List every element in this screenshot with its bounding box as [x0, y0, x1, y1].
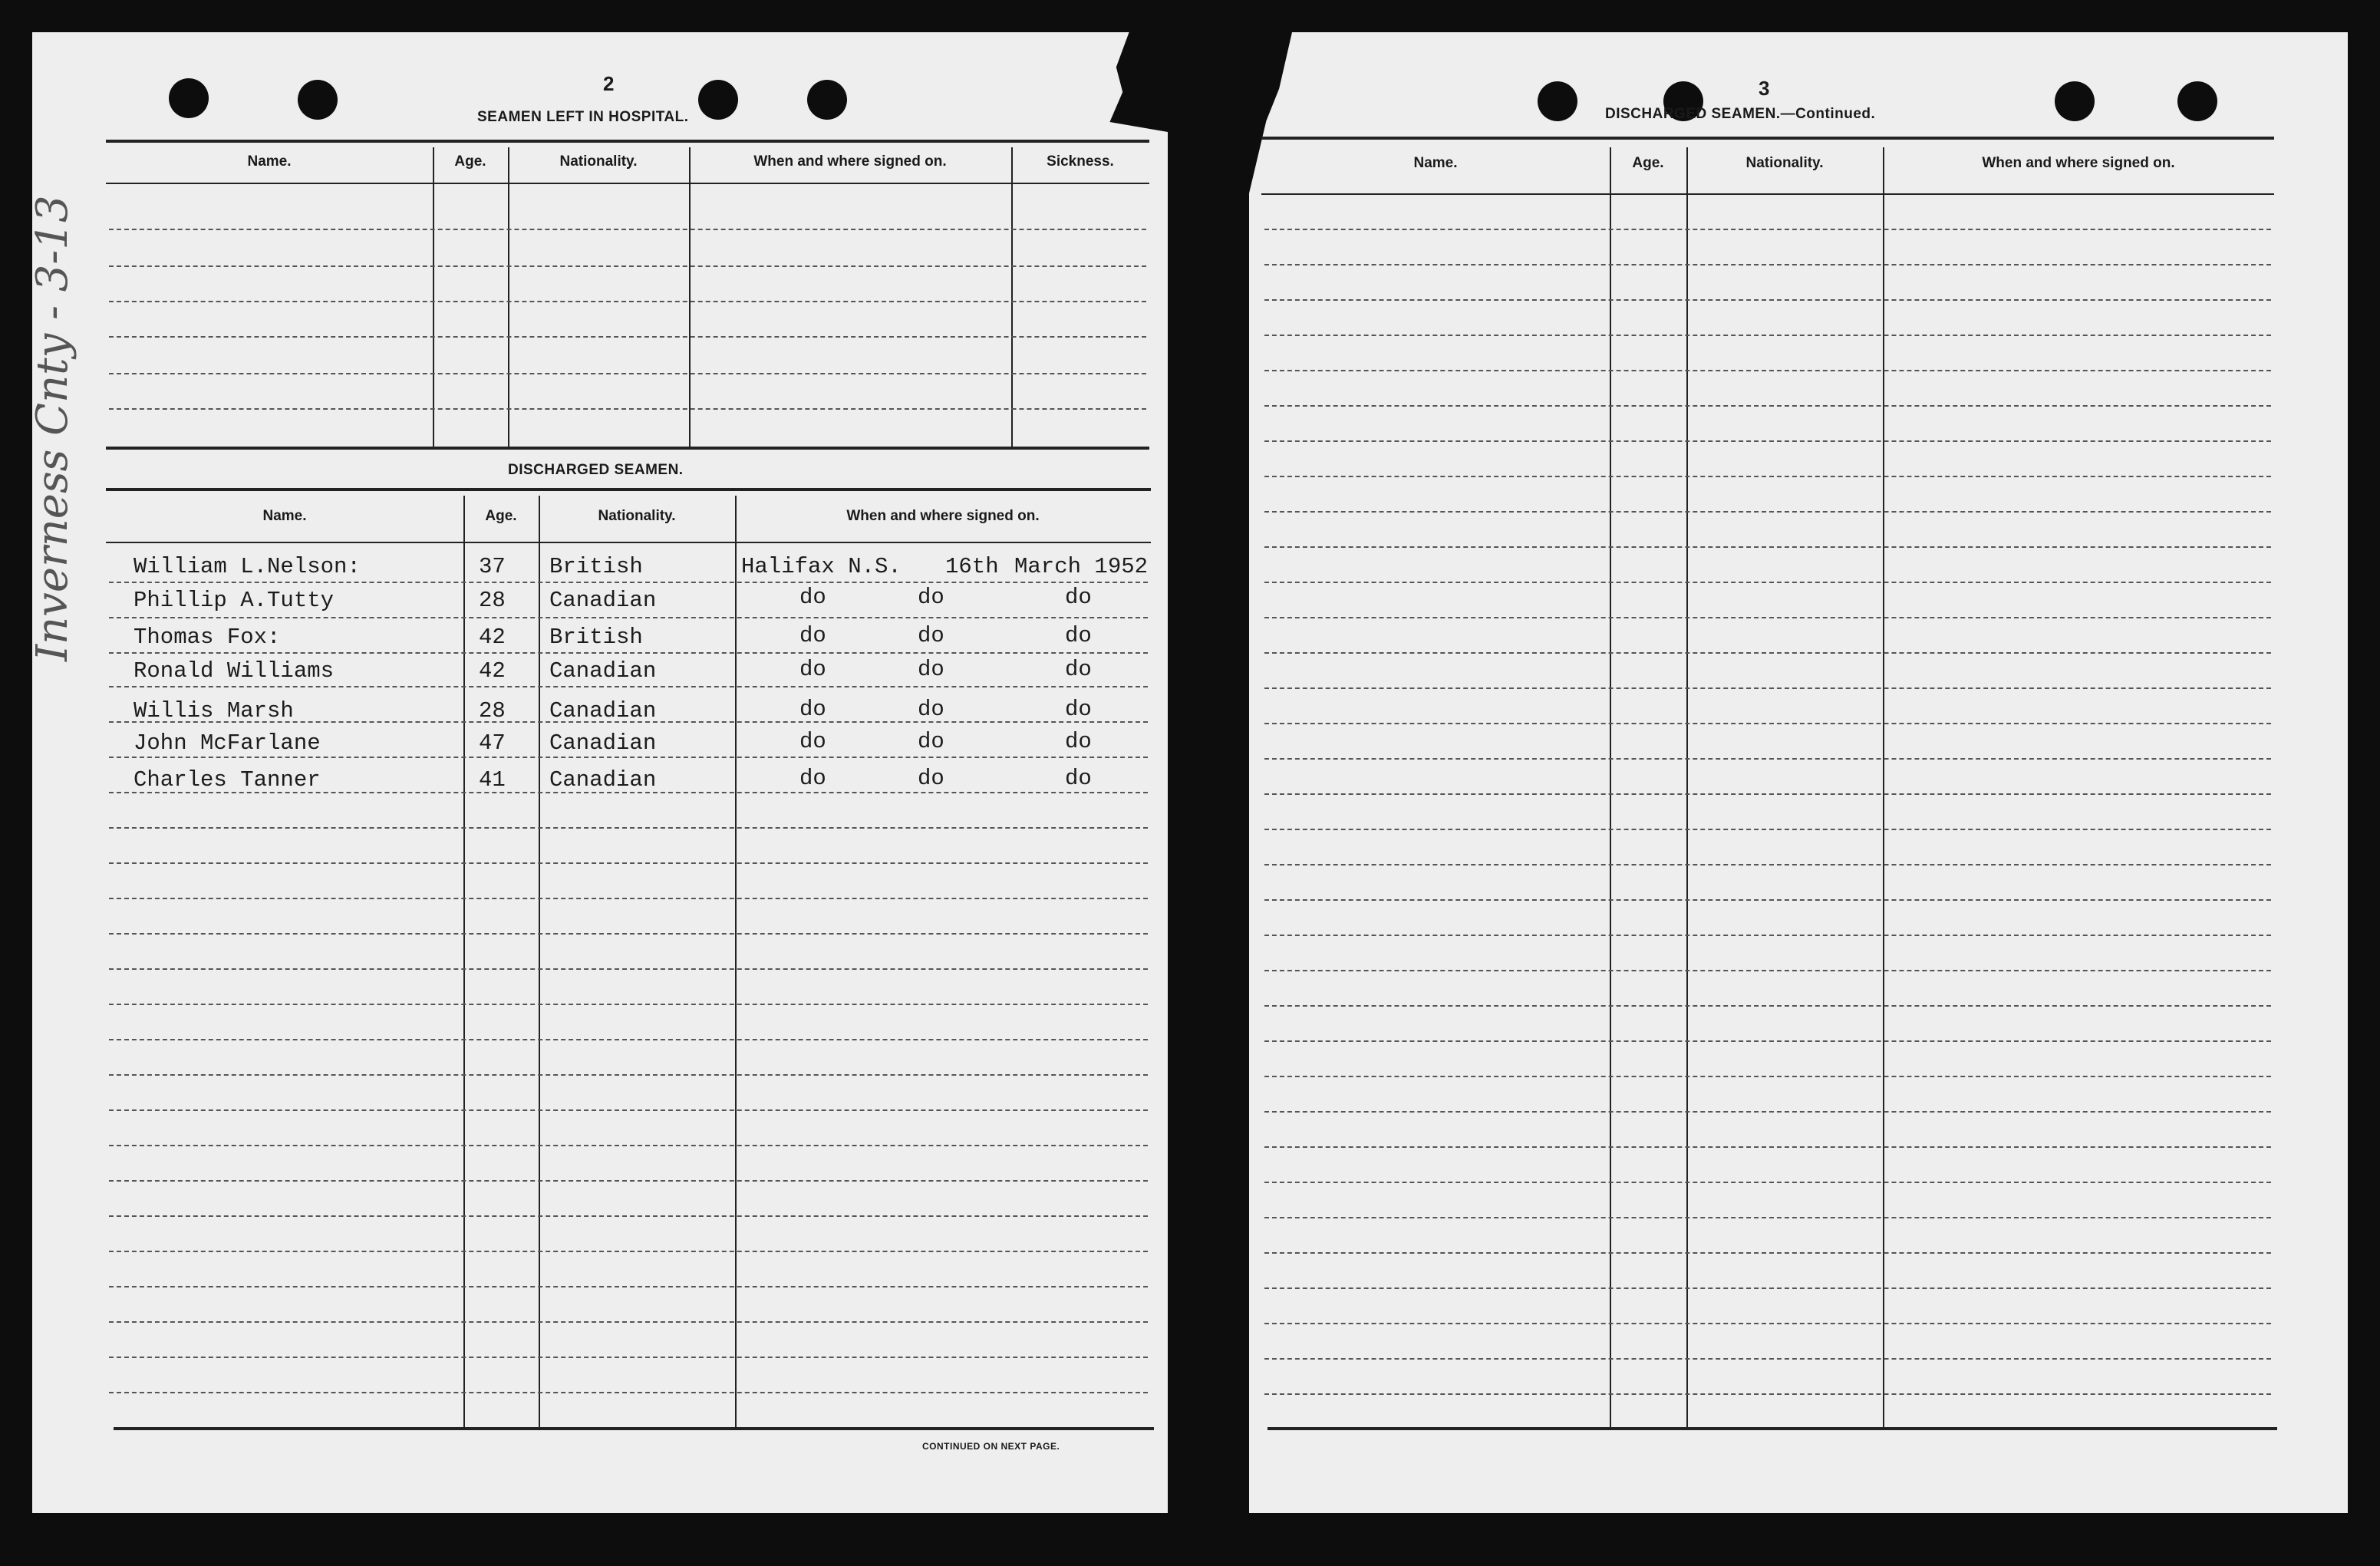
entry-line: [1264, 1217, 2271, 1218]
entry-line: [1264, 1323, 2271, 1324]
entry-line: [109, 617, 1148, 618]
signed-on-place: do: [799, 657, 826, 682]
signed-on-day: 16th: [945, 554, 999, 579]
signed-on-place: do: [799, 623, 826, 648]
seaman-age: 42: [479, 625, 506, 650]
seaman-name: Phillip A.Tutty: [134, 588, 335, 613]
seaman-age: 41: [479, 767, 506, 793]
signed-on-day: do: [918, 585, 944, 610]
entry-line: [1264, 335, 2271, 336]
seaman-age: 28: [479, 588, 506, 613]
signed-on-month-year: do: [1065, 623, 1092, 648]
discharged-top-rule: [106, 488, 1151, 491]
seaman-name: Ronald Williams: [134, 658, 335, 684]
seaman-age: 42: [479, 658, 506, 684]
entry-line: [1264, 935, 2271, 936]
discharged-col-nationality: Nationality.: [598, 508, 676, 524]
hospital-divider: [508, 147, 509, 450]
entry-line: [1264, 1393, 2271, 1395]
entry-line: [109, 582, 1148, 583]
hospital-divider: [433, 147, 434, 450]
entry-line: [1264, 1076, 2271, 1077]
signed-on-place: do: [799, 766, 826, 791]
hospital-bottom-rule: [106, 447, 1149, 450]
entry-line: [1264, 829, 2271, 830]
entry-line: [1264, 299, 2271, 301]
signed-on-place: do: [799, 729, 826, 754]
entry-line: [1264, 405, 2271, 407]
signed-on-place: do: [799, 585, 826, 610]
hospital-col-sickness: Sickness.: [1047, 153, 1114, 170]
entry-line: [109, 1180, 1148, 1182]
entry-line: [1264, 511, 2271, 513]
entry-line: [109, 827, 1148, 829]
table-top-rule: [1261, 137, 2274, 140]
entry-line: [109, 1039, 1148, 1040]
discharged-header-rule: [106, 542, 1151, 543]
entry-line: [1264, 899, 2271, 901]
left-page: [28, 32, 1168, 1513]
entry-line: [1264, 1040, 2271, 1042]
discharged-col-name: Name.: [262, 508, 307, 524]
table-divider: [1686, 147, 1688, 1427]
signed-on-day: do: [918, 623, 944, 648]
seaman-nationality: Canadian: [549, 698, 657, 724]
entry-line: [109, 757, 1148, 758]
entry-line: [109, 301, 1146, 302]
signed-on-day: do: [918, 657, 944, 682]
seaman-nationality: Canadian: [549, 588, 657, 613]
hospital-top-rule: [106, 140, 1149, 143]
signed-on-month-year: do: [1065, 697, 1092, 722]
entry-line: [109, 898, 1148, 899]
entry-line: [1264, 1111, 2271, 1113]
table-divider: [1883, 147, 1884, 1427]
entry-line: [1264, 546, 2271, 548]
page-number: 3: [1759, 77, 1770, 100]
signed-on-place: Halifax N.S.: [741, 554, 902, 579]
table-divider: [1610, 147, 1611, 1427]
seaman-age: 47: [479, 730, 506, 756]
entry-line: [1264, 1182, 2271, 1183]
entry-line: [1264, 370, 2271, 371]
discharged-col-signed-on: When and where signed on.: [846, 508, 1040, 524]
entry-line: [1264, 1005, 2271, 1007]
hospital-col-nationality: Nationality.: [559, 153, 638, 170]
seaman-nationality: Canadian: [549, 730, 657, 756]
entry-line: [109, 1004, 1148, 1005]
signed-on-month-year: do: [1065, 729, 1092, 754]
signed-on-month-year: do: [1065, 657, 1092, 682]
signed-on-day: do: [918, 729, 944, 754]
hospital-divider: [689, 147, 691, 450]
entry-line: [109, 1321, 1148, 1323]
entry-line: [109, 1357, 1148, 1358]
entry-line: [1264, 970, 2271, 971]
seaman-nationality: British: [549, 554, 643, 579]
discharged-divider: [735, 496, 737, 1430]
entry-line: [1264, 264, 2271, 265]
entry-line: [109, 968, 1148, 970]
hospital-col-signed-on: When and where signed on.: [753, 153, 947, 170]
entry-line: [109, 652, 1148, 654]
right-page: [1249, 32, 2348, 1513]
discharged-col-age: Age.: [485, 508, 517, 524]
page-number: 2: [603, 72, 615, 95]
entry-line: [1264, 476, 2271, 477]
entry-line: [109, 408, 1146, 410]
signed-on-day: do: [918, 697, 944, 722]
entry-line: [109, 862, 1148, 864]
entry-line: [109, 265, 1146, 267]
entry-line: [109, 1215, 1148, 1217]
entry-line: [1264, 864, 2271, 865]
punch-hole: [807, 80, 847, 120]
punch-hole: [1538, 81, 1577, 121]
entry-line: [1264, 758, 2271, 760]
seaman-nationality: Canadian: [549, 658, 657, 684]
entry-line: [109, 1251, 1148, 1252]
entry-line: [109, 1286, 1148, 1287]
col-signed-on: When and where signed on.: [1982, 155, 2175, 171]
table-bottom-rule: [1267, 1427, 2277, 1430]
signed-on-month-year: do: [1065, 766, 1092, 791]
entry-line: [109, 373, 1146, 374]
margin-handwriting: Inverness Cnty - 3-13: [28, 195, 77, 661]
seaman-name: Charles Tanner: [134, 767, 321, 793]
punch-hole: [298, 80, 338, 120]
entry-line: [1264, 1252, 2271, 1254]
discharged-bottom-rule: [114, 1427, 1154, 1430]
discharged-divider: [463, 496, 465, 1430]
entry-line: [1264, 1287, 2271, 1289]
entry-line: [1264, 1358, 2271, 1360]
punch-hole: [2055, 81, 2095, 121]
col-age: Age.: [1632, 155, 1664, 171]
entry-line: [1264, 1146, 2271, 1148]
entry-line: [1264, 723, 2271, 724]
punch-hole: [698, 80, 738, 120]
entry-line: [1264, 229, 2271, 230]
punch-hole: [2177, 81, 2217, 121]
seaman-name: Willis Marsh: [134, 698, 294, 724]
entry-line: [1264, 440, 2271, 442]
entry-line: [109, 1145, 1148, 1146]
entry-line: [1264, 617, 2271, 618]
signed-on-month-year: March 1952: [1014, 554, 1149, 579]
entry-line: [109, 933, 1148, 935]
signed-on-day: do: [918, 766, 944, 791]
hospital-heading: SEAMEN LEFT IN HOSPITAL.: [477, 109, 689, 125]
entry-line: [1264, 582, 2271, 583]
table-header-rule: [1261, 193, 2274, 195]
hospital-divider: [1011, 147, 1013, 450]
entry-line: [109, 686, 1148, 687]
seaman-name: William L.Nelson:: [134, 554, 361, 579]
entry-line: [109, 1074, 1148, 1076]
entry-line: [1264, 652, 2271, 654]
punch-hole: [169, 78, 209, 118]
seaman-age: 28: [479, 698, 506, 724]
seaman-name: Thomas Fox:: [134, 625, 281, 650]
discharged-heading: DISCHARGED SEAMEN.: [508, 462, 684, 478]
seaman-nationality: British: [549, 625, 643, 650]
entry-line: [109, 336, 1146, 338]
entry-line: [1264, 793, 2271, 795]
entry-line: [109, 229, 1146, 230]
col-name: Name.: [1413, 155, 1458, 171]
hospital-col-age: Age.: [454, 153, 486, 170]
hospital-header-rule: [106, 183, 1149, 184]
discharged-continued-heading: DISCHARGED SEAMEN.—Continued.: [1605, 106, 1876, 122]
seaman-name: John McFarlane: [134, 730, 321, 756]
entry-line: [1264, 687, 2271, 689]
col-nationality: Nationality.: [1745, 155, 1824, 171]
seaman-age: 37: [479, 554, 506, 579]
entry-line: [109, 1392, 1148, 1393]
entry-line: [109, 1109, 1148, 1111]
hospital-col-name: Name.: [247, 153, 292, 170]
signed-on-place: do: [799, 697, 826, 722]
signed-on-month-year: do: [1065, 585, 1092, 610]
continued-footer: CONTINUED ON NEXT PAGE.: [922, 1441, 1060, 1452]
seaman-nationality: Canadian: [549, 767, 657, 793]
torn-paper: [1103, 32, 1168, 132]
discharged-divider: [539, 496, 540, 1430]
